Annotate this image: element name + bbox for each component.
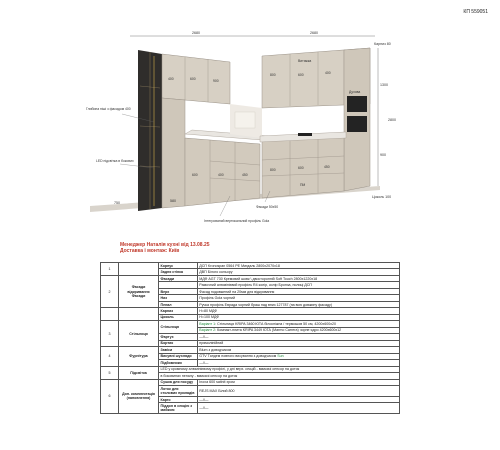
left-tall-cabinet: [162, 98, 185, 208]
callout-facades: Фасади 50х50: [256, 205, 279, 209]
module-label: 600: [298, 73, 304, 77]
cell-label: Пенал: [159, 301, 198, 307]
module-label: ПМ: [300, 183, 306, 187]
spec-table: [100, 262, 400, 414]
variant-label: Варіант 2: [199, 328, 216, 333]
manager-info: [120, 242, 210, 254]
cooktop: [298, 133, 312, 136]
cell-value: GTV Тандем повного висування з доводчиком Sun: [197, 353, 399, 359]
cell-label: Низ: [159, 295, 198, 301]
module-label: Витяжка: [298, 59, 312, 63]
cell-value: Варіант 2: Компакт-плита KRIPA 3449 ЮТА (Marmo Carrera) чорне ядро 4200х600х12: [197, 327, 399, 333]
callout-glass-handle: Глибина ніші з фасадом 400: [86, 107, 131, 111]
cell-value: Рамочний алюмінієвий профіль R4 колір, колір Бронза, полиці ДСП: [197, 282, 399, 288]
cell-value: —//—: [197, 334, 399, 340]
cell-label: Лоток для столових приладів: [159, 386, 198, 397]
dim-cornice: Карниз 80: [374, 42, 391, 46]
dim-depth-left: 750: [114, 201, 120, 205]
section-title: Фурнітура: [119, 347, 159, 366]
oven-2: [347, 116, 367, 132]
cell-label: Карго: [159, 396, 198, 402]
cell-value: ДСП Kronospan 0564 PE Мигдаль 2800х2070х18: [197, 263, 399, 269]
oven-1: [347, 96, 367, 112]
kitchen-3d-render: [70, 26, 400, 236]
cell-value: Профіль Gola чорний: [197, 295, 399, 301]
cell-label: Карниз: [159, 308, 198, 314]
document-code: КП 559051: [463, 9, 488, 15]
cell-value: МДФ AGT 730 Кремовий шовк \ двосторонній Soft Touch 2800х1220х18: [197, 275, 399, 281]
module-label: 450: [242, 173, 248, 177]
cell-label: Фартух: [159, 334, 198, 340]
cell-label: Задня стінка: [159, 269, 198, 275]
row-number: 3: [101, 321, 119, 347]
callout-led: LED підсвітка в бокових: [96, 159, 134, 163]
module-label: 400: [218, 173, 224, 177]
section-title: Фасади відкривання Фасади: [119, 275, 159, 307]
cell-label: Підйомники: [159, 360, 198, 366]
variant-label: Варіант 1: [199, 321, 216, 326]
cell-label: Висувні шухляди: [159, 353, 198, 359]
module-label: 800: [270, 168, 276, 172]
section-title: Стільниця: [119, 321, 159, 347]
dim-right-width: 2680: [310, 31, 318, 35]
dim-left-width: 2680: [192, 31, 200, 35]
kitchen-drawing: [70, 26, 400, 236]
row-number: 1: [101, 263, 119, 276]
module-label: 600: [192, 173, 198, 177]
module-label: 900: [213, 79, 219, 83]
cell-label: Фасади: [159, 275, 198, 281]
section-title: Підсвітка: [119, 366, 159, 379]
cell-label: Бортик: [159, 340, 198, 346]
row-number: 5: [101, 366, 119, 379]
cell-value: ДВП Білого кольору: [197, 269, 399, 275]
cell-label: Верх: [159, 288, 198, 294]
cell-label: Піддон в секцію з мийкою: [159, 403, 198, 414]
cell-value: Фасад подовжений на 20мм для відкривання: [197, 288, 399, 294]
delivery-line: Доставка і монтаж: Київ: [120, 248, 180, 254]
manager-line: Менеджер Наталія кухні від 13.08.25: [120, 242, 210, 248]
module-label: 400: [325, 71, 331, 75]
cell-label: Цоколь: [159, 314, 198, 320]
cell-value: Н=100 МДФ: [197, 314, 399, 320]
cell-value: Inoxa 600 satinit хром: [197, 379, 399, 385]
cell-value: —//—: [197, 396, 399, 402]
cell-value: REJS MAX Білий 800: [197, 386, 399, 397]
cell-value: LED у кромному алюмінієвому профілі, у дні верх. секцій - вмикачі сенсор на дотик: [159, 366, 400, 372]
left-lower-cabinets: [185, 138, 260, 206]
module-label: 450: [324, 165, 330, 169]
cell-value: прямолінійний: [197, 340, 399, 346]
cell-value: Blum з доводчиком: [197, 347, 399, 353]
row-number: 2: [101, 275, 119, 307]
cell-label: Корпус: [159, 263, 198, 269]
module-label: Духова: [349, 90, 361, 94]
module-label: 800: [270, 73, 276, 77]
module-label: 400: [168, 77, 174, 81]
cell-value: —//—: [197, 403, 399, 414]
cell-value: Н=80 МДФ: [197, 308, 399, 314]
module-label: 600: [298, 166, 304, 170]
dim-h-lower: 900: [380, 153, 386, 157]
cell-value: Варіант 1: Стільниця KRIPA 3460 ЮТА білосніжна / термошов 50 см, 4200х600х20: [197, 321, 399, 327]
row-number: 4: [101, 347, 119, 366]
cell-value: Ручка профіль Еврада чорний браш над вниз 127787 (на всю довжину фасаду): [197, 301, 399, 307]
section-title: Доп. комплектація (наповнення): [119, 379, 159, 414]
dim-h-upper: 1300: [380, 83, 388, 87]
row-number: 6: [101, 379, 119, 414]
dim-depth-right: 580: [170, 199, 176, 203]
cell-value: —//—: [197, 360, 399, 366]
cell-label: Стільниця: [159, 321, 198, 334]
dim-plinth: Цоколь 100: [372, 195, 392, 199]
callout-hidden-profile: Інтегрований вертикальний профіль Gola: [204, 219, 270, 223]
cell-label: Сушка для посуду: [159, 379, 198, 385]
dim-h-total: 2800: [388, 118, 396, 122]
cell-value: в боковинах пеналу - вмикачі сенсор на дотик: [159, 373, 400, 379]
module-label: 600: [190, 77, 196, 81]
cell-label: Завіси: [159, 347, 198, 353]
